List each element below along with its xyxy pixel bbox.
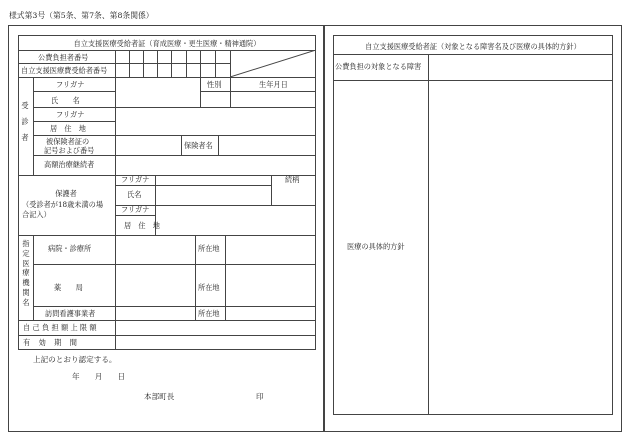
address-label: 居 住 地 — [50, 124, 86, 133]
burden-payer-number-label: 公費負担者番号 — [38, 53, 89, 62]
guardian-furigana-label: フリガナ — [121, 175, 150, 184]
guardian-note-1: （受診者が18歳未満の場 — [22, 200, 104, 209]
designated-institution-section-label: 指定医療機関名 — [22, 239, 30, 307]
pharmacy-location-label: 所在地 — [198, 283, 220, 292]
patient-furigana-label: フリガナ — [56, 80, 85, 89]
guardian-address-label: 居 住 地 — [124, 221, 160, 230]
right-title: 自立支援医療受給者証（対象となる障害名及び医療の具体的方針） — [365, 42, 581, 51]
nursing-station-label: 訪問看護事業者 — [45, 309, 96, 318]
birthdate-label: 生年月日 — [259, 80, 288, 89]
sex-label: 性別 — [207, 80, 222, 89]
mayor-label: 本部町長 — [144, 392, 175, 401]
hospital-label: 病院・診療所 — [48, 244, 92, 253]
hospital-location-label: 所在地 — [198, 244, 220, 253]
insurance-cert-label-2: 記号および番号 — [44, 146, 95, 155]
diagonal-slash — [230, 50, 316, 77]
pharmacy-label: 薬 局 — [54, 283, 83, 292]
policy-table — [333, 35, 613, 415]
guardian-address-furigana-label: フリガナ — [121, 205, 150, 214]
certify-date: 年 月 日 — [72, 372, 126, 381]
insurance-cert-label-1: 被保険者証の — [46, 137, 90, 146]
guardian-name-label: 氏名 — [127, 190, 142, 199]
left-title: 自立支援医療受給者証（育成医療・更生医療・精神通院） — [73, 39, 261, 48]
insurer-name-label: 保険者名 — [184, 141, 213, 150]
address-furigana-label: フリガナ — [56, 110, 85, 119]
patient-name-label: 氏 名 — [51, 96, 80, 105]
patient-section-label: 受診者 — [21, 101, 29, 142]
treatment-policy-label: 医療の具体的方針 — [347, 242, 405, 251]
guardian-label: 保護者 — [55, 189, 77, 198]
relationship-label: 続柄 — [285, 175, 300, 184]
certify-text: 上記のとおり認定する。 — [33, 355, 117, 364]
recipient-number-label: 自立支援医療費受給者番号 — [21, 66, 108, 75]
nursing-location-label: 所在地 — [198, 309, 220, 318]
high-cost-continuous-label: 高額治療継続者 — [44, 160, 95, 169]
form-number-label: 様式第3号（第5条、第7条、第8条関係） — [9, 11, 154, 20]
seal-label: 印 — [256, 392, 264, 401]
target-disability-label: 公費負担の対象となる障害 — [335, 62, 422, 71]
guardian-note-2: 合記入） — [22, 210, 51, 219]
validity-period-label: 有 効 期 間 — [23, 338, 78, 347]
copay-limit-label: 自己負担額上限額 — [23, 323, 99, 332]
